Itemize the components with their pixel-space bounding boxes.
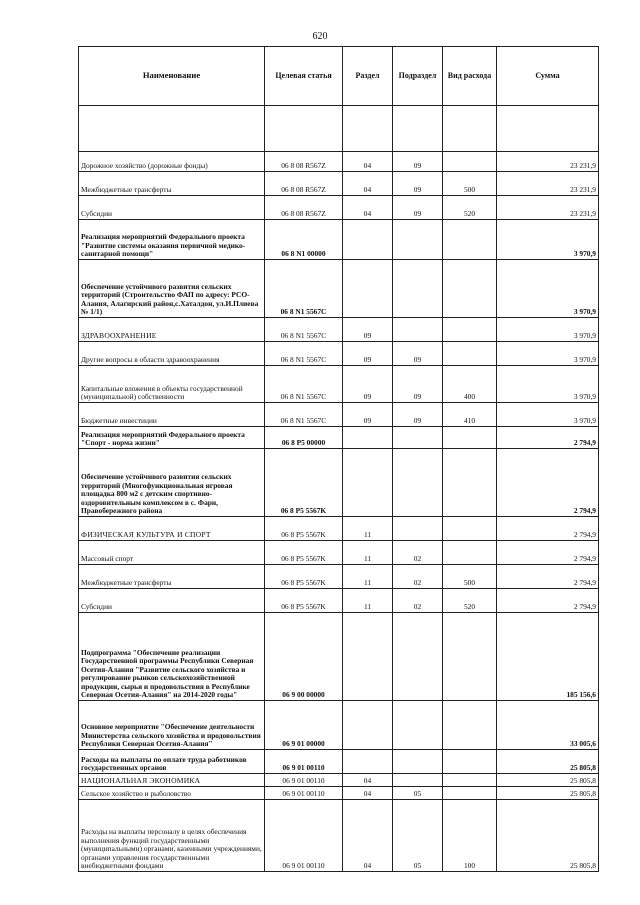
- table-row: [79, 427, 599, 449]
- cell-section: 09: [343, 403, 393, 427]
- cell-expense-type: [443, 613, 497, 701]
- table-row: [79, 318, 599, 342]
- cell-target: 06 8 N1 5567C: [265, 318, 343, 342]
- cell-name: Реализация мероприятий Федерального проекта "Спорт - норма жизни": [79, 427, 265, 449]
- cell-name: Основное мероприятие "Обеспечение деятельности Министерства сельского хозяйства и продовольствия Республики Северная Осетия-Алания": [79, 701, 265, 750]
- cell-subsection: 02: [393, 589, 443, 613]
- cell-target: 06 8 N1 5567C: [265, 366, 343, 403]
- cell-subsection: [393, 449, 443, 517]
- cell-amount: 3 970,9: [497, 403, 599, 427]
- cell-section: 09: [343, 318, 393, 342]
- cell-subsection: [393, 701, 443, 750]
- cell-target: 06 8 P5 5567K: [265, 517, 343, 541]
- cell-amount: 2 794,9: [497, 565, 599, 589]
- cell-section: 11: [343, 541, 393, 565]
- cell-expense-type: [443, 787, 497, 800]
- table-row: [79, 152, 599, 172]
- cell-expense-type: 520: [443, 589, 497, 613]
- cell-section: 11: [343, 517, 393, 541]
- cell-amount: 2 794,9: [497, 589, 599, 613]
- cell-subsection: 09: [393, 342, 443, 366]
- cell-amount: 3 970,9: [497, 366, 599, 403]
- cell-expense-type: 500: [443, 172, 497, 196]
- cell-target: 06 8 N1 5567C: [265, 260, 343, 318]
- cell-amount: 33 005,6: [497, 701, 599, 750]
- table-row: [79, 342, 599, 366]
- cell-name: Дорожное хозяйство (дорожные фонды): [79, 152, 265, 172]
- cell-name: Подпрограмма "Обеспечение реализации Государственной программы Республики Северная Осетия-Алания "Развитие сельского хозяйства и регулирование рынков сельскохозяйственной продукции, сырья и продовольствия в Республике Северная Осетия-Алания" на 2014-2020 годы": [79, 613, 265, 701]
- cell-expense-type: [443, 318, 497, 342]
- cell-target: 06 9 01 00110: [265, 750, 343, 774]
- cell-name: Сельское хозяйство и рыболовство: [79, 787, 265, 800]
- cell-expense-type: [443, 152, 497, 172]
- cell-target: 06 8 N1 00000: [265, 220, 343, 260]
- cell-section: [343, 427, 393, 449]
- cell-amount: 3 970,9: [497, 260, 599, 318]
- cell-subsection: 09: [393, 196, 443, 220]
- header-subsection: Подраздел: [393, 47, 443, 106]
- cell-target: 06 8 P5 5567K: [265, 589, 343, 613]
- cell-target: 06 8 P5 5567K: [265, 565, 343, 589]
- table-row: [79, 750, 599, 774]
- header-section: Раздел: [343, 47, 393, 106]
- cell-section: 04: [343, 800, 393, 872]
- cell-subsection: 09: [393, 366, 443, 403]
- cell-subsection: [393, 613, 443, 701]
- cell-target: 06 8 N1 5567C: [265, 403, 343, 427]
- table-row: [79, 260, 599, 318]
- table-row: [79, 565, 599, 589]
- cell-expense-type: [443, 260, 497, 318]
- cell-expense-type: [443, 774, 497, 787]
- cell-expense-type: [443, 750, 497, 774]
- cell-section: [343, 449, 393, 517]
- cell-section: [343, 701, 393, 750]
- cell-target: 06 8 N1 5567C: [265, 342, 343, 366]
- table-row: [79, 517, 599, 541]
- cell-amount: 2 794,9: [497, 541, 599, 565]
- cell-amount: 2 794,9: [497, 517, 599, 541]
- cell-subsection: 05: [393, 787, 443, 800]
- cell-subsection: 09: [393, 403, 443, 427]
- cell-subsection: 09: [393, 152, 443, 172]
- cell-name: Другие вопросы в области здравоохранения: [79, 342, 265, 366]
- cell-amount: 185 156,6: [497, 613, 599, 701]
- table-row: [79, 196, 599, 220]
- cell-amount: 25 805,8: [497, 774, 599, 787]
- table-row: [79, 220, 599, 260]
- cell-target: 06 8 08 R567Z: [265, 196, 343, 220]
- cell-section: 11: [343, 565, 393, 589]
- cell-target: 06 8 08 R567Z: [265, 172, 343, 196]
- cell-name: Бюджетные инвестиции: [79, 403, 265, 427]
- cell-section: 04: [343, 774, 393, 787]
- cell-subsection: 02: [393, 565, 443, 589]
- table-row: [79, 403, 599, 427]
- cell-target: 06 9 01 00110: [265, 774, 343, 787]
- cell-subsection: [393, 260, 443, 318]
- cell-target: 06 9 00 00000: [265, 613, 343, 701]
- cell-section: 11: [343, 589, 393, 613]
- header-name: Наименование: [79, 47, 265, 106]
- page-number: 620: [312, 31, 328, 42]
- cell-amount: 3 970,9: [497, 342, 599, 366]
- cell-amount: 23 231,9: [497, 152, 599, 172]
- cell-amount: 25 805,8: [497, 750, 599, 774]
- cell-name: НАЦИОНАЛЬНАЯ ЭКОНОМИКА: [79, 774, 265, 787]
- cell-name: Обеспечение устойчивого развития сельских территорий (Строительство ФАП по адресу: РСО-Алания, Алагирский район,с.Хаталдон, ул.И.Плиева № 1/1): [79, 260, 265, 318]
- cell-section: 04: [343, 152, 393, 172]
- cell-subsection: [393, 750, 443, 774]
- cell-expense-type: [443, 541, 497, 565]
- cell-target: 06 9 01 00000: [265, 701, 343, 750]
- table-row: [79, 787, 599, 800]
- cell-section: [343, 260, 393, 318]
- cell-target: 06 8 P5 5567K: [265, 541, 343, 565]
- cell-name: Межбюджетные трансферты: [79, 565, 265, 589]
- cell-expense-type: [443, 701, 497, 750]
- cell-amount: 3 970,9: [497, 318, 599, 342]
- cell-name: Реализация мероприятий Федерального проекта "Развитие системы оказания первичной медико-санитарной помощи": [79, 220, 265, 260]
- cell-subsection: [393, 517, 443, 541]
- table-row: [79, 449, 599, 517]
- spacer-row: [79, 106, 599, 152]
- cell-target: 06 8 08 R567Z: [265, 152, 343, 172]
- cell-expense-type: [443, 449, 497, 517]
- cell-name: Обеспечение устойчивого развития сельских территорий (Многофункциональная игровая площадка 800 м2 с детским спортивно-оздоровительным комплексом в с. Фарн, Правобережного района: [79, 449, 265, 517]
- cell-subsection: 05: [393, 800, 443, 872]
- table-row: [79, 366, 599, 403]
- cell-name: Межбюджетные трансферты: [79, 172, 265, 196]
- cell-expense-type: [443, 220, 497, 260]
- cell-subsection: [393, 427, 443, 449]
- cell-amount: 23 231,9: [497, 196, 599, 220]
- table-row: [79, 774, 599, 787]
- table-row: [79, 800, 599, 872]
- cell-amount: 2 794,9: [497, 427, 599, 449]
- cell-expense-type: 410: [443, 403, 497, 427]
- cell-section: 04: [343, 787, 393, 800]
- cell-subsection: 09: [393, 172, 443, 196]
- cell-expense-type: [443, 342, 497, 366]
- cell-subsection: [393, 318, 443, 342]
- cell-name: ЗДРАВООХРАНЕНИЕ: [79, 318, 265, 342]
- cell-expense-type: 400: [443, 366, 497, 403]
- cell-subsection: [393, 774, 443, 787]
- cell-name: Субсидии: [79, 196, 265, 220]
- cell-target: 06 9 01 00110: [265, 787, 343, 800]
- cell-target: 06 8 P5 5567K: [265, 449, 343, 517]
- cell-section: 09: [343, 342, 393, 366]
- cell-name: Расходы на выплаты персоналу в целях обеспечения выполнения функций государственными (муниципальными) органами, казенными учреждениями, органами управления государственными внебюджетными фондами: [79, 800, 265, 872]
- cell-target: 06 8 P5 00000: [265, 427, 343, 449]
- cell-section: 04: [343, 196, 393, 220]
- table-row: [79, 172, 599, 196]
- cell-section: [343, 220, 393, 260]
- cell-expense-type: 520: [443, 196, 497, 220]
- cell-name: Массовый спорт: [79, 541, 265, 565]
- cell-amount: 23 231,9: [497, 172, 599, 196]
- budget-table: [78, 46, 599, 872]
- cell-target: 06 9 01 00110: [265, 800, 343, 872]
- cell-name: Субсидии: [79, 589, 265, 613]
- header-expense-type: Вид расхода: [443, 47, 497, 106]
- cell-subsection: 02: [393, 541, 443, 565]
- table-row: [79, 613, 599, 701]
- table-row: [79, 701, 599, 750]
- cell-name: Расходы на выплаты по оплате труда работников государственных органов: [79, 750, 265, 774]
- cell-expense-type: 100: [443, 800, 497, 872]
- cell-expense-type: [443, 517, 497, 541]
- cell-name: ФИЗИЧЕСКАЯ КУЛЬТУРА И СПОРТ: [79, 517, 265, 541]
- cell-section: 09: [343, 366, 393, 403]
- cell-section: [343, 613, 393, 701]
- cell-expense-type: 500: [443, 565, 497, 589]
- cell-name: Капитальные вложения в объекты государственной (муниципальной) собственности: [79, 366, 265, 403]
- cell-section: [343, 750, 393, 774]
- table-row: [79, 541, 599, 565]
- header-amount: Сумма: [497, 47, 599, 106]
- cell-amount: 2 794,9: [497, 449, 599, 517]
- table-row: [79, 589, 599, 613]
- cell-amount: 3 970,9: [497, 220, 599, 260]
- cell-subsection: [393, 220, 443, 260]
- cell-amount: 25 805,8: [497, 787, 599, 800]
- table-header-row: [79, 47, 599, 106]
- cell-expense-type: [443, 427, 497, 449]
- cell-amount: 25 805,8: [497, 800, 599, 872]
- header-target: Целевая статья: [265, 47, 343, 106]
- cell-section: 04: [343, 172, 393, 196]
